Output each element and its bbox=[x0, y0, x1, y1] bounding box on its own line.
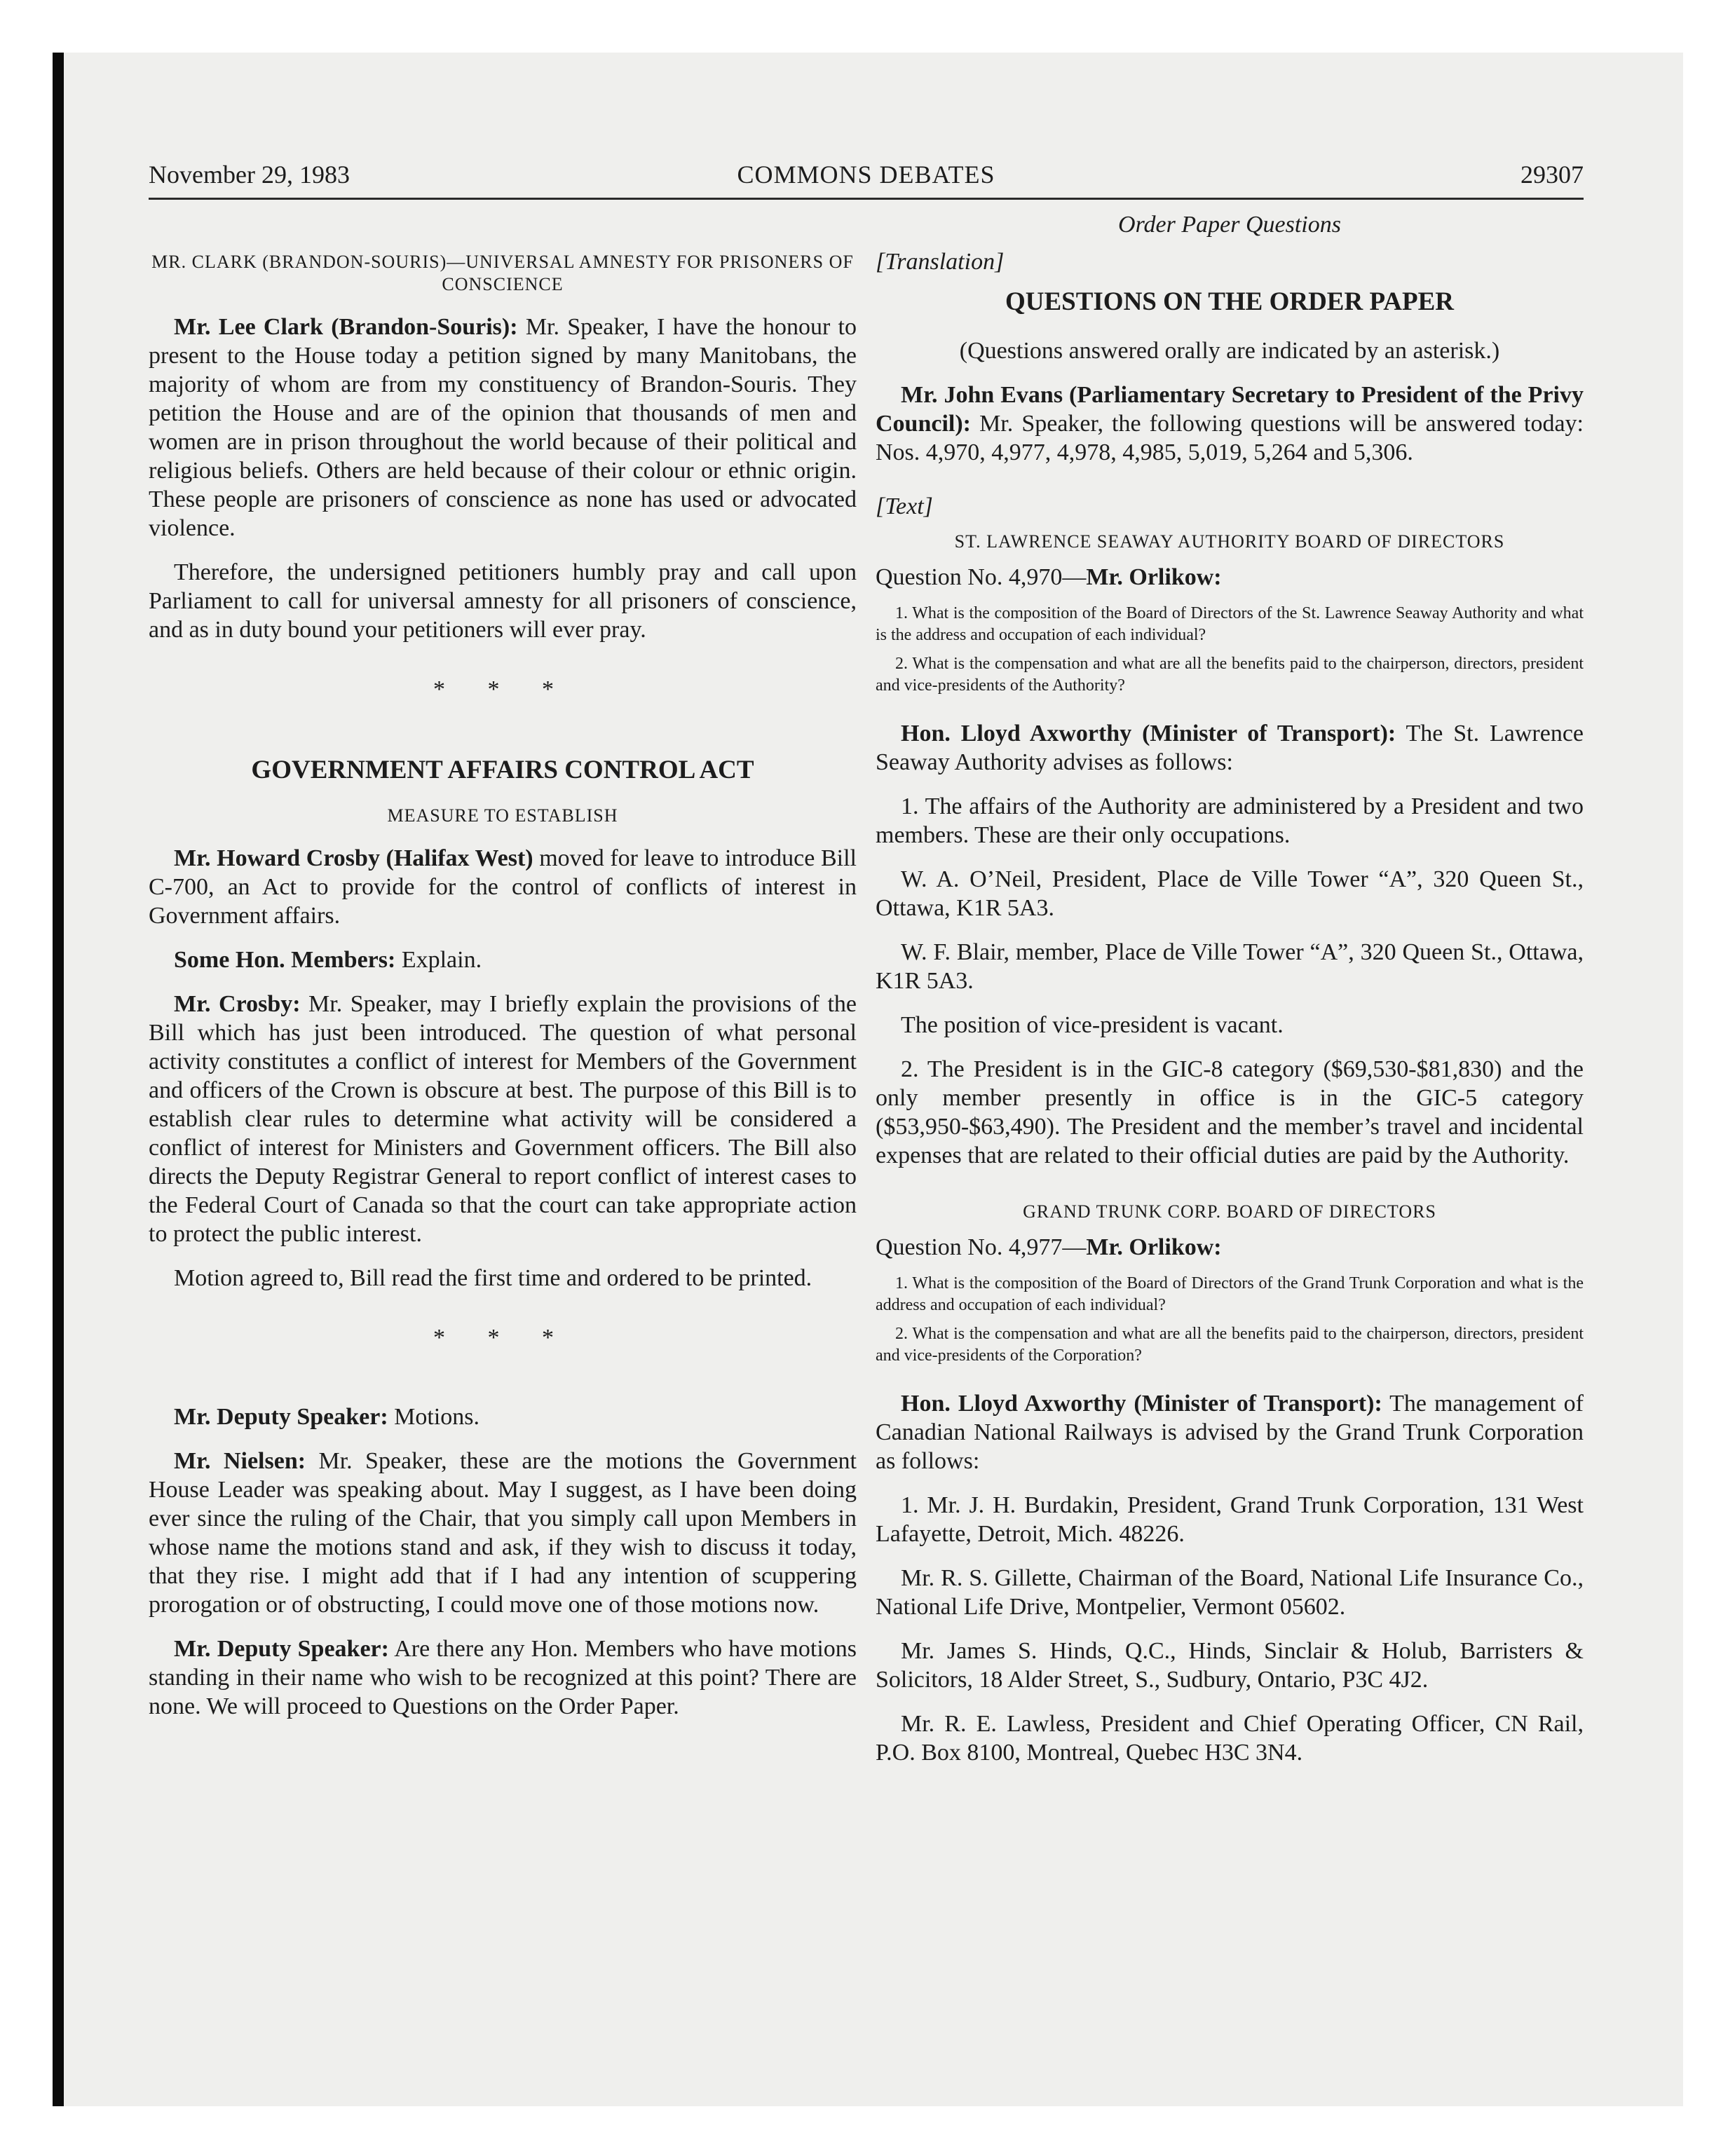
speaker-name: Mr. Deputy Speaker: bbox=[174, 1404, 388, 1430]
question-label: Question No. 4,977— bbox=[876, 1234, 1087, 1260]
question-item: 2. What is the compensation and what are all the benefits paid to the chairperson, directors, president and vice-presidents of the Authority? bbox=[876, 655, 1584, 695]
section-heading-order-paper: QUESTIONS ON THE ORDER PAPER bbox=[1005, 287, 1455, 316]
question-item: 1. What is the composition of the Board of Directors of the Grand Trunk Corporation and what is the address and occupation of each individual? bbox=[876, 1274, 1584, 1314]
speech-text: Motions. bbox=[388, 1404, 480, 1430]
paragraph: The position of vice-president is vacant. bbox=[901, 1012, 1284, 1038]
paragraph: Mr. James S. Hinds, Q.C., Hinds, Sinclair & Holub, Barristers & Solicitors, 18 Alder Street, S., Sudbury, Ontario, P3C 4J2. bbox=[876, 1638, 1584, 1693]
speaker-name: Mr. Nielsen: bbox=[174, 1448, 306, 1474]
running-head: Order Paper Questions bbox=[1118, 212, 1341, 238]
left-column bbox=[149, 210, 857, 1736]
paragraph: 1. The affairs of the Authority are administered by a President and two members. These are their only occupations. bbox=[876, 793, 1584, 848]
paragraph: Motion agreed to, Bill read the first time and ordered to be printed. bbox=[174, 1265, 812, 1291]
speech-text: Mr. Speaker, the following questions will be answered today: Nos. 4,970, 4,977, 4,978, 4,985, 5,019, 5,264 and 5,306. bbox=[876, 411, 1584, 465]
speaker-name: Mr. John Evans (Parliamentary Secretary to President of the Privy Council): bbox=[876, 382, 1584, 437]
speaker-name: Mr. Lee Clark (Brandon-Souris): bbox=[174, 314, 518, 340]
question-item: 1. What is the composition of the Board of Directors of the St. Lawrence Seaway Authority and what is the address and occupation of each individual? bbox=[876, 604, 1584, 644]
paragraph: W. A. O’Neil, President, Place de Ville Tower “A”, 320 Queen St., Ottawa, K1R 5A3. bbox=[876, 866, 1584, 921]
paragraph bbox=[149, 1403, 857, 1431]
paragraph bbox=[149, 1447, 857, 1619]
paragraph bbox=[876, 381, 1584, 467]
paragraph bbox=[149, 1635, 857, 1721]
paragraph: 2. The President is in the GIC-8 category ($69,530-$81,830) and the only member presently in office is in the GIC-5 category ($53,950-$63,490). The President and the member’s travel and incidental expenses that are related to their official duties are paid by the Authority. bbox=[876, 1056, 1584, 1168]
question-item: 2. What is the compensation and what are all the benefits paid to the chairperson, directors, president and vice-presidents of the Corporation? bbox=[876, 1325, 1584, 1365]
question-member: Mr. Orlikow: bbox=[1086, 564, 1222, 590]
speech-text: Mr. Speaker, may I briefly explain the provisions of the Bill which has just been introduced. The question of what personal activity constitutes a conflict of interest for Members of the Government and officers of the Crown is obscure at best. The purpose of this Bill is to establish clear rules to determine what activity will be considered a conflict of interest for Ministers and Government officers. The Bill also directs the Deputy Registrar General to report conflict of interest cases to the Federal Court of Canada so that the court can take appropriate action to protect the public interest. bbox=[149, 991, 857, 1247]
speaker-name: Hon. Lloyd Axworthy (Minister of Transport): bbox=[901, 721, 1396, 746]
section-heading-petition: MR. CLARK (BRANDON-SOURIS)—UNIVERSAL AMNESTY FOR PRISONERS OF CONSCIENCE bbox=[151, 252, 854, 294]
speech-text: Mr. Speaker, these are the motions the Government House Leader was speaking about. May I suggest, as I have been doing ever since the ruling of the Chair, that you simply call upon Members in whose name the motions stand and ask, if they wish to discuss it today, that they rise. I might add that if I had any intention of scuppering prorogation or of obstructing, I could move one of those motions now. bbox=[149, 1448, 857, 1618]
speaker-name: Some Hon. Members: bbox=[174, 947, 396, 973]
question-line bbox=[876, 563, 1584, 592]
section-heading-act: GOVERNMENT AFFAIRS CONTROL ACT bbox=[251, 756, 754, 784]
paragraph bbox=[876, 719, 1584, 777]
header-rule bbox=[149, 198, 1584, 200]
paragraph bbox=[149, 844, 857, 930]
paragraph: Therefore, the undersigned petitioners humbly pray and call upon Parliament to call for universal amnesty for all prisoners of conscience, and as in duty bound your petitioners will ever pray. bbox=[149, 559, 857, 643]
speech-text: The St. Lawrence Seaway Authority advises as follows: bbox=[876, 721, 1584, 775]
paragraph bbox=[876, 1389, 1584, 1475]
paragraph bbox=[149, 313, 857, 543]
header-date: November 29, 1983 bbox=[149, 161, 350, 189]
header-title: COMMONS DEBATES bbox=[737, 161, 995, 189]
subsection-heading-seaway: ST. LAWRENCE SEAWAY AUTHORITY BOARD OF DIRECTORS bbox=[954, 531, 1505, 552]
language-tag: [Text] bbox=[876, 493, 933, 519]
paragraph bbox=[149, 990, 857, 1248]
question-label: Question No. 4,970— bbox=[876, 564, 1087, 590]
header-page-number: 29307 bbox=[1520, 161, 1584, 189]
speaker-name: Mr. Crosby: bbox=[174, 991, 301, 1017]
section-divider-stars: * * * bbox=[433, 676, 572, 702]
paragraph: W. F. Blair, member, Place de Ville Tower “A”, 320 Queen St., Ottawa, K1R 5A3. bbox=[876, 939, 1584, 994]
speech-text: moved for leave to introduce Bill C-700, an Act to provide for the control of conflicts of interest in Government affairs. bbox=[149, 845, 857, 929]
question-line bbox=[876, 1233, 1584, 1262]
paragraph: Mr. R. S. Gillette, Chairman of the Board, National Life Insurance Co., National Life Drive, Montpelier, Vermont 05602. bbox=[876, 1565, 1584, 1620]
speaker-name: Mr. Howard Crosby (Halifax West) bbox=[174, 845, 533, 871]
speech-text: Mr. Speaker, I have the honour to present to the House today a petition signed by many Manitobans, the majority of whom are from my constituency of Brandon-Souris. They petition the House and are of the opinion that thousands of men and women are in prison throughout the world because of their political and religious beliefs. Others are held because of their colour or ethnic origin. These people are prisoners of conscience as none has used or advocated violence. bbox=[149, 314, 857, 541]
paragraph: Mr. R. E. Lawless, President and Chief Operating Officer, CN Rail, P.O. Box 8100, Montreal, Quebec H3C 3N4. bbox=[876, 1711, 1584, 1766]
speech-text: Are there any Hon. Members who have motions standing in their name who wish to be recognized at this point? There are none. We will proceed to Questions on the Order Paper. bbox=[149, 1636, 857, 1719]
page-header bbox=[149, 160, 1584, 199]
note: (Questions answered orally are indicated by an asterisk.) bbox=[959, 338, 1500, 364]
subsection-heading-grand-trunk: GRAND TRUNK CORP. BOARD OF DIRECTORS bbox=[1023, 1201, 1436, 1222]
paragraph bbox=[149, 946, 857, 974]
section-subheading: MEASURE TO ESTABLISH bbox=[387, 805, 618, 826]
binding-edge bbox=[53, 53, 64, 2106]
right-column bbox=[876, 210, 1584, 1782]
section-divider-stars: * * * bbox=[433, 1325, 572, 1351]
speaker-name: Hon. Lloyd Axworthy (Minister of Transport): bbox=[901, 1391, 1382, 1417]
question-member: Mr. Orlikow: bbox=[1086, 1234, 1222, 1260]
paragraph: 1. Mr. J. H. Burdakin, President, Grand Trunk Corporation, 131 West Lafayette, Detroit, Mich. 48226. bbox=[876, 1492, 1584, 1547]
language-tag: [Translation] bbox=[876, 249, 1005, 275]
speech-text: The management of Canadian National Railways is advised by the Grand Trunk Corporation as follows: bbox=[876, 1391, 1584, 1474]
speaker-name: Mr. Deputy Speaker: bbox=[174, 1636, 389, 1662]
speech-text: Explain. bbox=[395, 947, 482, 973]
